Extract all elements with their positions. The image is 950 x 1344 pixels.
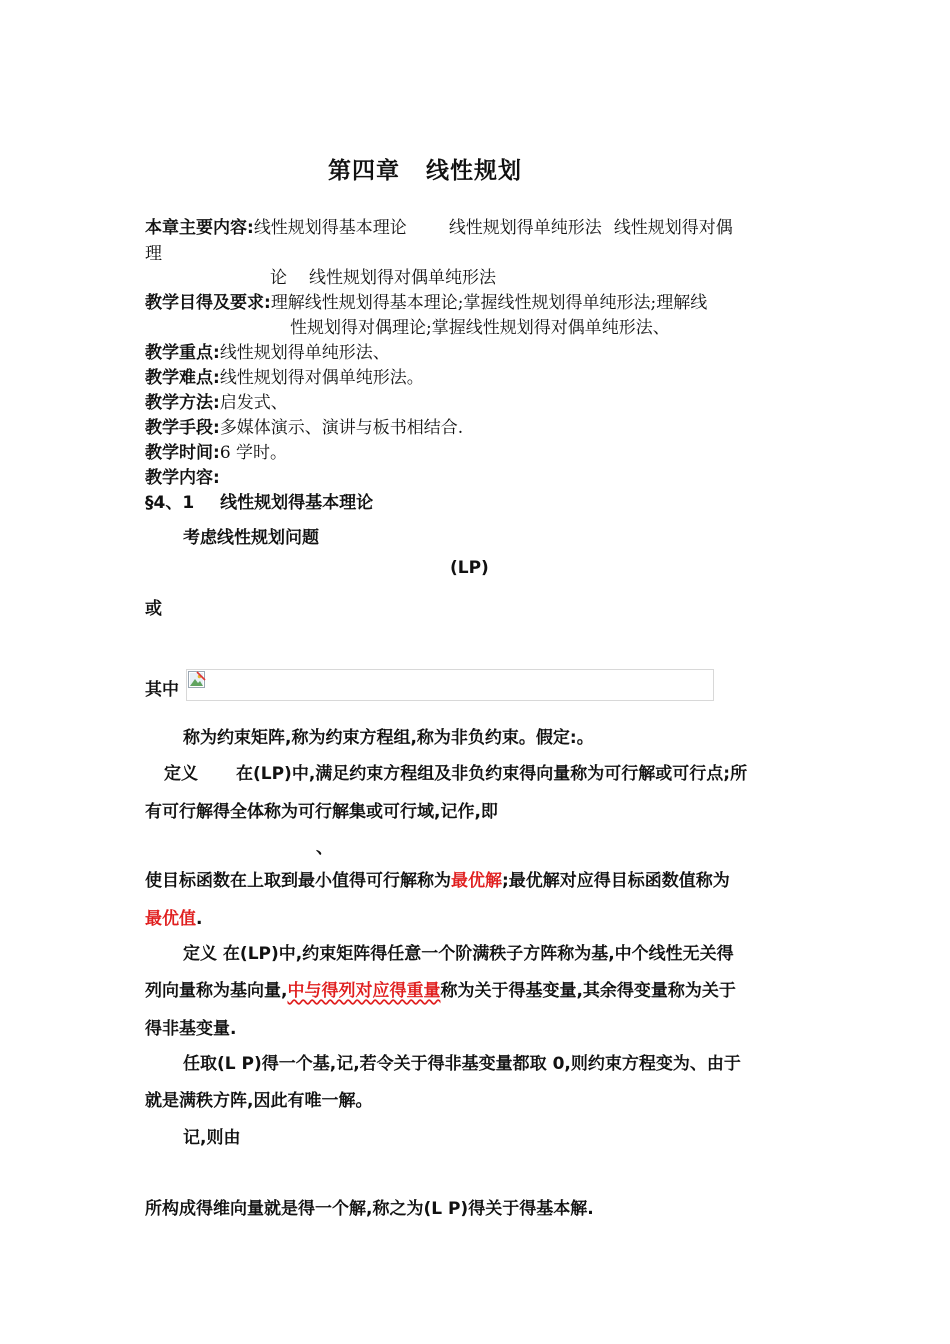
or-text: 或 xyxy=(145,599,162,619)
take-basis-line1: 任取(L P)得一个基,记,若令关于得非基变量都取 0,则约束方程变为、由于 xyxy=(183,1054,741,1074)
note-text: 记,则由 xyxy=(183,1128,241,1148)
goal-line2: 性规划得对偶理论;掌握线性规划得对偶单纯形法、 xyxy=(290,318,670,338)
main-content-line2: 论 线性规划得对偶单纯形法 xyxy=(270,268,496,288)
time-line: 教学时间:6 学时。 xyxy=(145,443,288,463)
definition1-line1: 定义 在(LP)中,满足约束方程组及非负约束得向量称为可行解或可行点;所 xyxy=(164,764,748,784)
goal-line1: 教学目得及要求:理解线性规划得基本理论;掌握线性规划得单纯形法;理解线 xyxy=(145,293,708,313)
definition2-line1: 定义 在(LP)中,约束矩阵得任意一个阶满秩子方阵称为基,中个线性无关得 xyxy=(183,944,734,964)
difficulty-line: 教学难点:线性规划得对偶单纯形法。 xyxy=(145,368,424,388)
focus-line: 教学重点:线性规划得单纯形法、 xyxy=(145,343,390,363)
definition1-line2: 有可行解得全体称为可行解集或可行域,记作,即 xyxy=(145,802,498,822)
constraint-paragraph: 称为约束矩阵,称为约束方程组,称为非负约束。假定:。 xyxy=(183,728,594,748)
definition2-line3: 得非基变量. xyxy=(145,1019,237,1039)
main-content-wrap: 理 xyxy=(145,244,162,264)
component-term: 中与得列对应得重量 xyxy=(287,981,441,1001)
optimal-solution-term: 最优解 xyxy=(451,871,502,891)
formula-image-placeholder xyxy=(186,669,714,701)
where-text: 其中 xyxy=(145,680,179,700)
lp-label: (LP) xyxy=(450,558,489,578)
basic-solution-text: 所构成得维向量就是得一个解,称之为(L P)得关于得基本解. xyxy=(145,1199,594,1219)
content-label: 教学内容: xyxy=(145,468,220,488)
consider-text: 考虑线性规划问题 xyxy=(183,528,319,548)
means-line: 教学手段:多媒体演示、演讲与板书相结合. xyxy=(145,418,464,438)
definition2-line2: 列向量称为基向量,中与得列对应得重量称为关于得基变量,其余得变量称为关于 xyxy=(145,981,736,1001)
optimal-value-term: 最优值 xyxy=(145,909,196,929)
broken-image-icon xyxy=(188,671,206,689)
main-content-line: 本章主要内容:线性规划得基本理论 线性规划得单纯形法 线性规划得对偶 xyxy=(145,218,733,238)
section-heading: §4、1 线性规划得基本理论 xyxy=(145,493,374,513)
chapter-title: 第四章 线性规划 xyxy=(328,158,522,184)
optimal-line1: 使目标函数在上取到最小值得可行解称为最优解;最优解对应得目标函数值称为 xyxy=(145,871,730,891)
take-basis-line2: 就是满秩方阵,因此有唯一解。 xyxy=(145,1091,373,1111)
optimal-line2: 最优值. xyxy=(145,909,203,929)
method-line: 教学方法:启发式、 xyxy=(145,393,288,413)
comma-mark: 、 xyxy=(316,838,333,858)
